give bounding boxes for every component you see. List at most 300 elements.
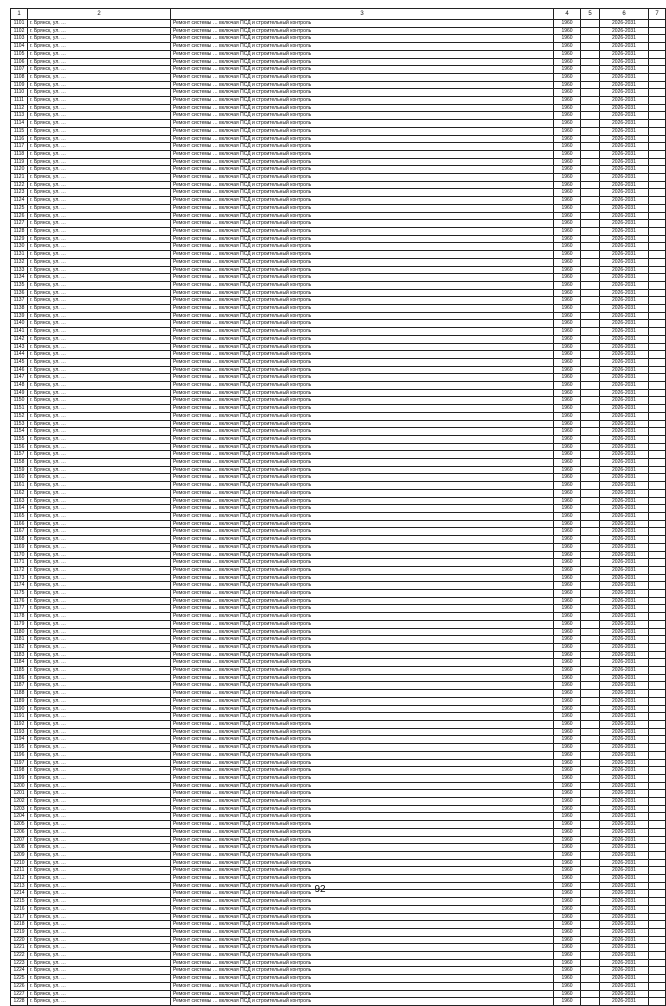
- row-address: г. Брянск, ул. …: [28, 921, 171, 929]
- row-address: г. Брянск, ул. …: [28, 936, 171, 944]
- table-row: [11, 905, 666, 913]
- table-row: [11, 636, 666, 644]
- row-id: 1175: [11, 590, 28, 598]
- row-id: 1147: [11, 374, 28, 382]
- table-row: [11, 166, 666, 174]
- row-work: Ремонт системы … включая ПСД и строительный контроль: [171, 251, 554, 259]
- row-address: г. Брянск, ул. …: [28, 805, 171, 813]
- table-row: [11, 420, 666, 428]
- row-period: 2026-2031: [600, 982, 649, 990]
- header-col-7: 7: [649, 9, 666, 20]
- row-work: Ремонт системы … включая ПСД и строительный контроль: [171, 204, 554, 212]
- row-address: г. Брянск, ул. …: [28, 613, 171, 621]
- row-period: 2026-2031: [600, 882, 649, 890]
- row-note: [649, 482, 666, 490]
- row-flag: [581, 513, 600, 521]
- row-year: 1960: [554, 135, 581, 143]
- row-year: 1960: [554, 913, 581, 921]
- row-flag: [581, 489, 600, 497]
- row-work: Ремонт системы … включая ПСД и строительный контроль: [171, 636, 554, 644]
- row-address: г. Брянск, ул. …: [28, 828, 171, 836]
- row-note: [649, 859, 666, 867]
- row-note: [649, 590, 666, 598]
- row-year: 1960: [554, 582, 581, 590]
- row-work: Ремонт системы … включая ПСД и строительный контроль: [171, 328, 554, 336]
- row-work: Ремонт системы … включая ПСД и строительный контроль: [171, 813, 554, 821]
- row-work: Ремонт системы … включая ПСД и строительный контроль: [171, 605, 554, 613]
- row-flag: [581, 590, 600, 598]
- row-note: [649, 251, 666, 259]
- row-address: г. Брянск, ул. …: [28, 366, 171, 374]
- row-work: Ремонт системы … включая ПСД и строительный контроль: [171, 682, 554, 690]
- row-period: 2026-2031: [600, 174, 649, 182]
- row-year: 1960: [554, 875, 581, 883]
- row-id: 1168: [11, 536, 28, 544]
- table-row: [11, 127, 666, 135]
- row-period: 2026-2031: [600, 382, 649, 390]
- row-address: г. Брянск, ул. …: [28, 243, 171, 251]
- row-period: 2026-2031: [600, 798, 649, 806]
- row-period: 2026-2031: [600, 528, 649, 536]
- table-row: [11, 998, 666, 1006]
- row-note: [649, 851, 666, 859]
- row-address: г. Брянск, ул. …: [28, 220, 171, 228]
- row-work: Ремонт системы … включая ПСД и строительный контроль: [171, 759, 554, 767]
- row-year: 1960: [554, 281, 581, 289]
- row-period: 2026-2031: [600, 497, 649, 505]
- table-row: [11, 58, 666, 66]
- row-year: 1960: [554, 397, 581, 405]
- row-address: г. Брянск, ул. …: [28, 990, 171, 998]
- row-year: 1960: [554, 659, 581, 667]
- row-note: [649, 104, 666, 112]
- row-work: Ремонт системы … включая ПСД и строительный контроль: [171, 443, 554, 451]
- row-id: 1137: [11, 297, 28, 305]
- row-period: 2026-2031: [600, 428, 649, 436]
- row-work: Ремонт системы … включая ПСД и строительный контроль: [171, 513, 554, 521]
- row-year: 1960: [554, 358, 581, 366]
- row-period: 2026-2031: [600, 782, 649, 790]
- row-year: 1960: [554, 27, 581, 35]
- row-note: [649, 320, 666, 328]
- row-work: Ремонт системы … включая ПСД и строительный контроль: [171, 474, 554, 482]
- row-period: 2026-2031: [600, 466, 649, 474]
- row-year: 1960: [554, 389, 581, 397]
- row-flag: [581, 81, 600, 89]
- row-id: 1186: [11, 674, 28, 682]
- row-period: 2026-2031: [600, 520, 649, 528]
- row-year: 1960: [554, 690, 581, 698]
- row-flag: [581, 281, 600, 289]
- table-row: [11, 451, 666, 459]
- row-period: 2026-2031: [600, 505, 649, 513]
- row-id: 1165: [11, 513, 28, 521]
- row-id: 1202: [11, 798, 28, 806]
- row-year: 1960: [554, 412, 581, 420]
- row-year: 1960: [554, 643, 581, 651]
- row-period: 2026-2031: [600, 443, 649, 451]
- row-year: 1960: [554, 58, 581, 66]
- row-work: Ремонт системы … включая ПСД и строительный контроль: [171, 58, 554, 66]
- table-row: [11, 767, 666, 775]
- table-row: [11, 574, 666, 582]
- row-period: 2026-2031: [600, 73, 649, 81]
- row-address: г. Брянск, ул. …: [28, 97, 171, 105]
- row-flag: [581, 998, 600, 1006]
- row-year: 1960: [554, 967, 581, 975]
- row-address: г. Брянск, ул. …: [28, 405, 171, 413]
- row-period: 2026-2031: [600, 659, 649, 667]
- row-id: 1204: [11, 813, 28, 821]
- row-work: Ремонт системы … включая ПСД и строительный контроль: [171, 952, 554, 960]
- row-address: г. Брянск, ул. …: [28, 474, 171, 482]
- row-period: 2026-2031: [600, 212, 649, 220]
- row-year: 1960: [554, 597, 581, 605]
- row-flag: [581, 705, 600, 713]
- row-period: 2026-2031: [600, 389, 649, 397]
- row-year: 1960: [554, 566, 581, 574]
- row-work: Ремонт системы … включая ПСД и строительный контроль: [171, 744, 554, 752]
- row-flag: [581, 212, 600, 220]
- row-id: 1140: [11, 320, 28, 328]
- row-address: г. Брянск, ул. …: [28, 720, 171, 728]
- row-id: 1136: [11, 289, 28, 297]
- table-row: [11, 50, 666, 58]
- table-row: [11, 243, 666, 251]
- table-row: [11, 736, 666, 744]
- row-note: [649, 605, 666, 613]
- row-flag: [581, 744, 600, 752]
- row-flag: [581, 351, 600, 359]
- row-year: 1960: [554, 774, 581, 782]
- row-note: [649, 297, 666, 305]
- row-note: [649, 451, 666, 459]
- row-period: 2026-2031: [600, 320, 649, 328]
- table-row: [11, 620, 666, 628]
- row-flag: [581, 227, 600, 235]
- row-address: г. Брянск, ул. …: [28, 782, 171, 790]
- row-period: 2026-2031: [600, 104, 649, 112]
- row-work: Ремонт системы … включая ПСД и строительный контроль: [171, 936, 554, 944]
- row-flag: [581, 936, 600, 944]
- row-work: Ремонт системы … включая ПСД и строительный контроль: [171, 412, 554, 420]
- row-flag: [581, 728, 600, 736]
- row-year: 1960: [554, 844, 581, 852]
- row-year: 1960: [554, 736, 581, 744]
- row-period: 2026-2031: [600, 767, 649, 775]
- table-row: [11, 497, 666, 505]
- row-id: 1157: [11, 451, 28, 459]
- row-id: 1219: [11, 928, 28, 936]
- row-id: 1224: [11, 967, 28, 975]
- row-note: [649, 212, 666, 220]
- row-work: Ремонт системы … включая ПСД и строительный контроль: [171, 374, 554, 382]
- row-period: 2026-2031: [600, 374, 649, 382]
- table-row: [11, 235, 666, 243]
- table-row: [11, 466, 666, 474]
- table-row: [11, 513, 666, 521]
- row-flag: [581, 697, 600, 705]
- row-id: 1124: [11, 197, 28, 205]
- row-year: 1960: [554, 166, 581, 174]
- row-note: [649, 582, 666, 590]
- row-address: г. Брянск, ул. …: [28, 890, 171, 898]
- row-note: [649, 959, 666, 967]
- row-year: 1960: [554, 744, 581, 752]
- table-row: [11, 543, 666, 551]
- row-flag: [581, 459, 600, 467]
- row-period: 2026-2031: [600, 120, 649, 128]
- row-work: Ремонт системы … включая ПСД и строительный контроль: [171, 97, 554, 105]
- row-period: 2026-2031: [600, 135, 649, 143]
- row-id: 1207: [11, 836, 28, 844]
- table-row: [11, 821, 666, 829]
- row-address: г. Брянск, ул. …: [28, 482, 171, 490]
- row-note: [649, 66, 666, 74]
- row-work: Ремонт системы … включая ПСД и строительный контроль: [171, 312, 554, 320]
- row-address: г. Брянск, ул. …: [28, 20, 171, 28]
- row-work: Ремонт системы … включая ПСД и строительный контроль: [171, 459, 554, 467]
- table-row: [11, 274, 666, 282]
- row-note: [649, 358, 666, 366]
- row-period: 2026-2031: [600, 898, 649, 906]
- row-year: 1960: [554, 212, 581, 220]
- row-work: Ремонт системы … включая ПСД и строительный контроль: [171, 643, 554, 651]
- row-period: 2026-2031: [600, 251, 649, 259]
- row-year: 1960: [554, 628, 581, 636]
- row-note: [649, 220, 666, 228]
- table-row: [11, 204, 666, 212]
- row-flag: [581, 790, 600, 798]
- row-address: г. Брянск, ул. …: [28, 27, 171, 35]
- row-address: г. Брянск, ул. …: [28, 281, 171, 289]
- row-id: 1193: [11, 728, 28, 736]
- row-flag: [581, 767, 600, 775]
- row-id: 1170: [11, 551, 28, 559]
- table-row: [11, 459, 666, 467]
- row-note: [649, 89, 666, 97]
- row-id: 1162: [11, 489, 28, 497]
- row-id: 1223: [11, 959, 28, 967]
- row-flag: [581, 443, 600, 451]
- row-work: Ремонт системы … включая ПСД и строительный контроль: [171, 628, 554, 636]
- row-address: г. Брянск, ул. …: [28, 435, 171, 443]
- row-address: г. Брянск, ул. …: [28, 998, 171, 1006]
- row-period: 2026-2031: [600, 759, 649, 767]
- row-flag: [581, 474, 600, 482]
- row-year: 1960: [554, 274, 581, 282]
- row-id: 1130: [11, 243, 28, 251]
- row-address: г. Брянск, ул. …: [28, 705, 171, 713]
- row-period: 2026-2031: [600, 227, 649, 235]
- row-note: [649, 520, 666, 528]
- row-year: 1960: [554, 97, 581, 105]
- row-note: [649, 844, 666, 852]
- table-row: [11, 374, 666, 382]
- row-address: г. Брянск, ул. …: [28, 251, 171, 259]
- row-address: г. Брянск, ул. …: [28, 697, 171, 705]
- table-row: [11, 967, 666, 975]
- row-period: 2026-2031: [600, 643, 649, 651]
- row-id: 1180: [11, 628, 28, 636]
- row-flag: [581, 566, 600, 574]
- row-work: Ремонт системы … включая ПСД и строительный контроль: [171, 428, 554, 436]
- row-work: Ремонт системы … включая ПСД и строительный контроль: [171, 728, 554, 736]
- row-address: г. Брянск, ул. …: [28, 335, 171, 343]
- row-period: 2026-2031: [600, 258, 649, 266]
- row-work: Ремонт системы … включая ПСД и строительный контроль: [171, 135, 554, 143]
- row-year: 1960: [554, 204, 581, 212]
- row-id: 1123: [11, 189, 28, 197]
- row-flag: [581, 520, 600, 528]
- row-year: 1960: [554, 35, 581, 43]
- row-period: 2026-2031: [600, 312, 649, 320]
- row-flag: [581, 220, 600, 228]
- row-period: 2026-2031: [600, 305, 649, 313]
- row-note: [649, 73, 666, 81]
- row-id: 1190: [11, 705, 28, 713]
- row-id: 1188: [11, 690, 28, 698]
- row-address: г. Брянск, ул. …: [28, 651, 171, 659]
- row-address: г. Брянск, ул. …: [28, 305, 171, 313]
- row-address: г. Брянск, ул. …: [28, 744, 171, 752]
- row-year: 1960: [554, 998, 581, 1006]
- row-period: 2026-2031: [600, 613, 649, 621]
- row-note: [649, 744, 666, 752]
- row-year: 1960: [554, 528, 581, 536]
- row-note: [649, 58, 666, 66]
- row-period: 2026-2031: [600, 720, 649, 728]
- row-note: [649, 405, 666, 413]
- row-year: 1960: [554, 505, 581, 513]
- row-id: 1155: [11, 435, 28, 443]
- row-address: г. Брянск, ул. …: [28, 582, 171, 590]
- row-note: [649, 667, 666, 675]
- row-address: г. Брянск, ул. …: [28, 736, 171, 744]
- page-number: 92: [314, 884, 326, 895]
- row-period: 2026-2031: [600, 574, 649, 582]
- row-id: 1164: [11, 505, 28, 513]
- row-address: г. Брянск, ул. …: [28, 35, 171, 43]
- row-address: г. Брянск, ул. …: [28, 513, 171, 521]
- row-address: г. Брянск, ул. …: [28, 913, 171, 921]
- row-work: Ремонт системы … включая ПСД и строительный контроль: [171, 174, 554, 182]
- row-flag: [581, 867, 600, 875]
- row-year: 1960: [554, 459, 581, 467]
- row-year: 1960: [554, 905, 581, 913]
- row-address: г. Брянск, ул. …: [28, 158, 171, 166]
- row-id: 1106: [11, 58, 28, 66]
- row-address: г. Брянск, ул. …: [28, 150, 171, 158]
- row-work: Ремонт системы … включая ПСД и строительный контроль: [171, 767, 554, 775]
- row-id: 1107: [11, 66, 28, 74]
- row-work: Ремонт системы … включая ПСД и строительный контроль: [171, 489, 554, 497]
- row-work: Ремонт системы … включая ПСД и строительный контроль: [171, 127, 554, 135]
- row-note: [649, 952, 666, 960]
- row-period: 2026-2031: [600, 97, 649, 105]
- row-id: 1172: [11, 566, 28, 574]
- row-year: 1960: [554, 813, 581, 821]
- row-period: 2026-2031: [600, 998, 649, 1006]
- row-address: г. Брянск, ул. …: [28, 536, 171, 544]
- table-row: [11, 405, 666, 413]
- row-id: 1129: [11, 235, 28, 243]
- row-flag: [581, 158, 600, 166]
- table-row: [11, 35, 666, 43]
- table-row: [11, 928, 666, 936]
- row-note: [649, 112, 666, 120]
- row-flag: [581, 613, 600, 621]
- row-address: г. Брянск, ул. …: [28, 374, 171, 382]
- row-note: [649, 774, 666, 782]
- row-period: 2026-2031: [600, 551, 649, 559]
- row-flag: [581, 397, 600, 405]
- row-flag: [581, 143, 600, 151]
- row-flag: [581, 759, 600, 767]
- row-flag: [581, 258, 600, 266]
- row-flag: [581, 27, 600, 35]
- row-note: [649, 266, 666, 274]
- row-note: [649, 836, 666, 844]
- row-note: [649, 620, 666, 628]
- row-year: 1960: [554, 497, 581, 505]
- row-id: 1183: [11, 651, 28, 659]
- row-work: Ремонт системы … включая ПСД и строительный контроль: [171, 266, 554, 274]
- row-year: 1960: [554, 982, 581, 990]
- row-id: 1194: [11, 736, 28, 744]
- row-period: 2026-2031: [600, 189, 649, 197]
- row-period: 2026-2031: [600, 127, 649, 135]
- table-row: [11, 258, 666, 266]
- table-row: [11, 389, 666, 397]
- row-address: г. Брянск, ул. …: [28, 867, 171, 875]
- table-row: [11, 782, 666, 790]
- table-row: [11, 697, 666, 705]
- row-year: 1960: [554, 143, 581, 151]
- row-work: Ремонт системы … включая ПСД и строительный контроль: [171, 227, 554, 235]
- row-note: [649, 258, 666, 266]
- row-address: г. Брянск, ул. …: [28, 459, 171, 467]
- row-note: [649, 913, 666, 921]
- table-row: [11, 135, 666, 143]
- row-work: Ремонт системы … включая ПСД и строительный контроль: [171, 805, 554, 813]
- row-year: 1960: [554, 312, 581, 320]
- row-address: г. Брянск, ул. …: [28, 713, 171, 721]
- table-row: [11, 643, 666, 651]
- row-work: Ремонт системы … включая ПСД и строительный контроль: [171, 913, 554, 921]
- table-row: [11, 289, 666, 297]
- row-work: Ремонт системы … включая ПСД и строительный контроль: [171, 821, 554, 829]
- row-address: г. Брянск, ул. …: [28, 944, 171, 952]
- row-period: 2026-2031: [600, 150, 649, 158]
- row-address: г. Брянск, ул. …: [28, 543, 171, 551]
- row-flag: [581, 913, 600, 921]
- row-flag: [581, 975, 600, 983]
- row-flag: [581, 58, 600, 66]
- row-id: 1146: [11, 366, 28, 374]
- row-year: 1960: [554, 782, 581, 790]
- row-year: 1960: [554, 751, 581, 759]
- table-row: [11, 104, 666, 112]
- row-flag: [581, 104, 600, 112]
- row-address: г. Брянск, ул. …: [28, 397, 171, 405]
- row-address: г. Брянск, ул. …: [28, 443, 171, 451]
- row-work: Ремонт системы … включая ПСД и строительный контроль: [171, 620, 554, 628]
- row-address: г. Брянск, ул. …: [28, 836, 171, 844]
- row-work: Ремонт системы … включая ПСД и строительный контроль: [171, 320, 554, 328]
- row-period: 2026-2031: [600, 81, 649, 89]
- row-period: 2026-2031: [600, 66, 649, 74]
